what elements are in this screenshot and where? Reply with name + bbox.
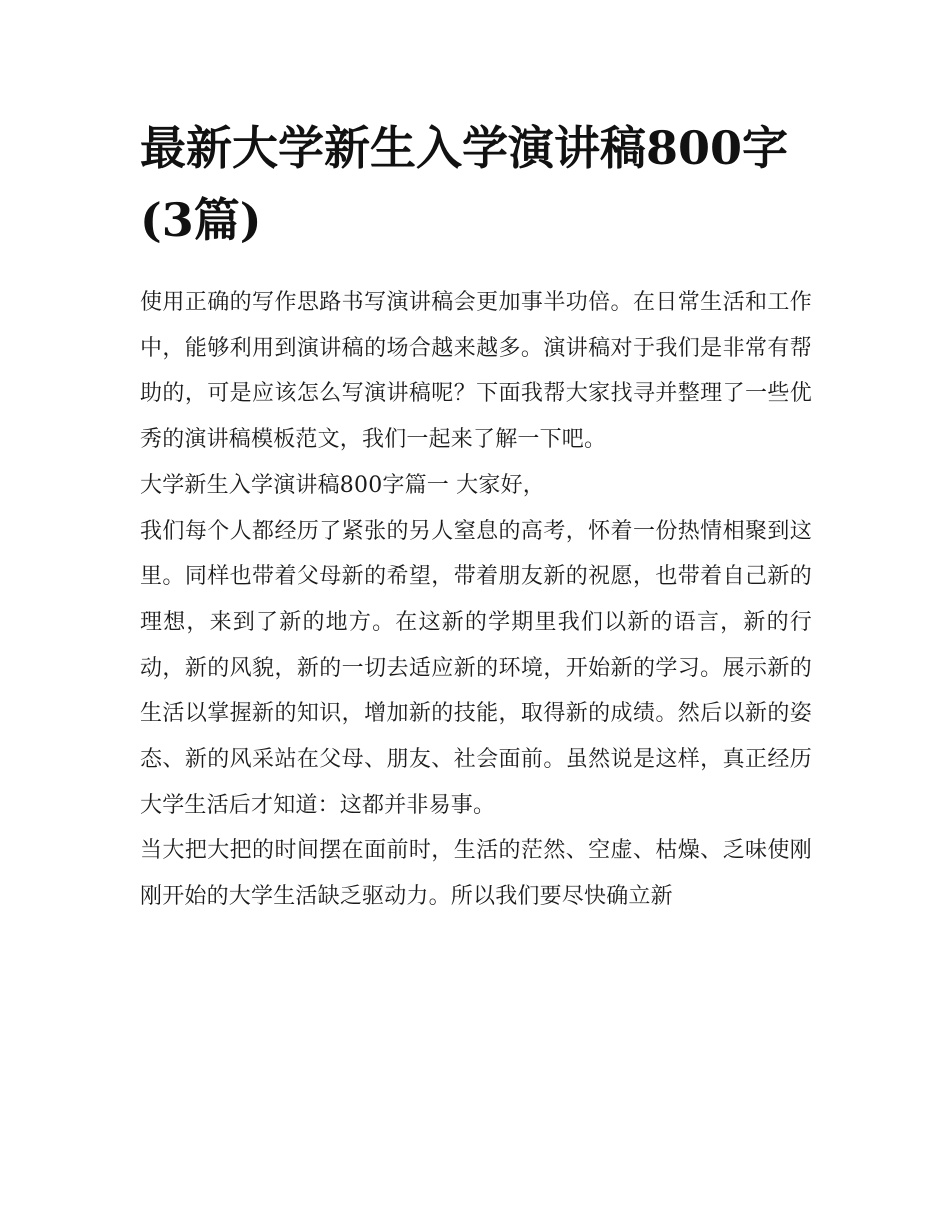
body-paragraph: 我们每个人都经历了紧张的另人窒息的高考，怀着一份热情相聚到这里。同样也带着父母新的希望，带着朋友新的祝愿，也带着自己新的理想，来到了新的地方。在这新的学期里我们以新的语言，新的行动，新的风貌，新的一切去适应新的环境，开始新的学习。展示新的生活以掌握新的知识，增加新的技能，取得新的成绩。然后以新的姿态、新的风采站在父母、朋友、社会面前。虽然说是这样，真正经历大学生活后才知道：这都并非易事。 <box>140 518 812 818</box>
section-heading-paragraph: 大学新生入学演讲稿800字篇一 大家好， <box>140 472 545 498</box>
body-paragraph: 当大把大把的时间摆在面前时，生活的茫然、空虚、枯燥、乏味使刚刚开始的大学生活缺乏驱动力。所以我们要尽快确立新 <box>140 838 812 910</box>
document-body <box>140 280 812 920</box>
intro-paragraph: 使用正确的写作思路书写演讲稿会更加事半功倍。在日常生活和工作中，能够利用到演讲稿的场合越来越多。演讲稿对于我们是非常有帮助的，可是应该怎么写演讲稿呢？下面我帮大家找寻并整理了一些优秀的演讲稿模板范文，我们一起来了解一下吧。 <box>140 290 812 453</box>
document-title: 最新大学新生入学演讲稿800字(3篇) <box>140 121 789 247</box>
